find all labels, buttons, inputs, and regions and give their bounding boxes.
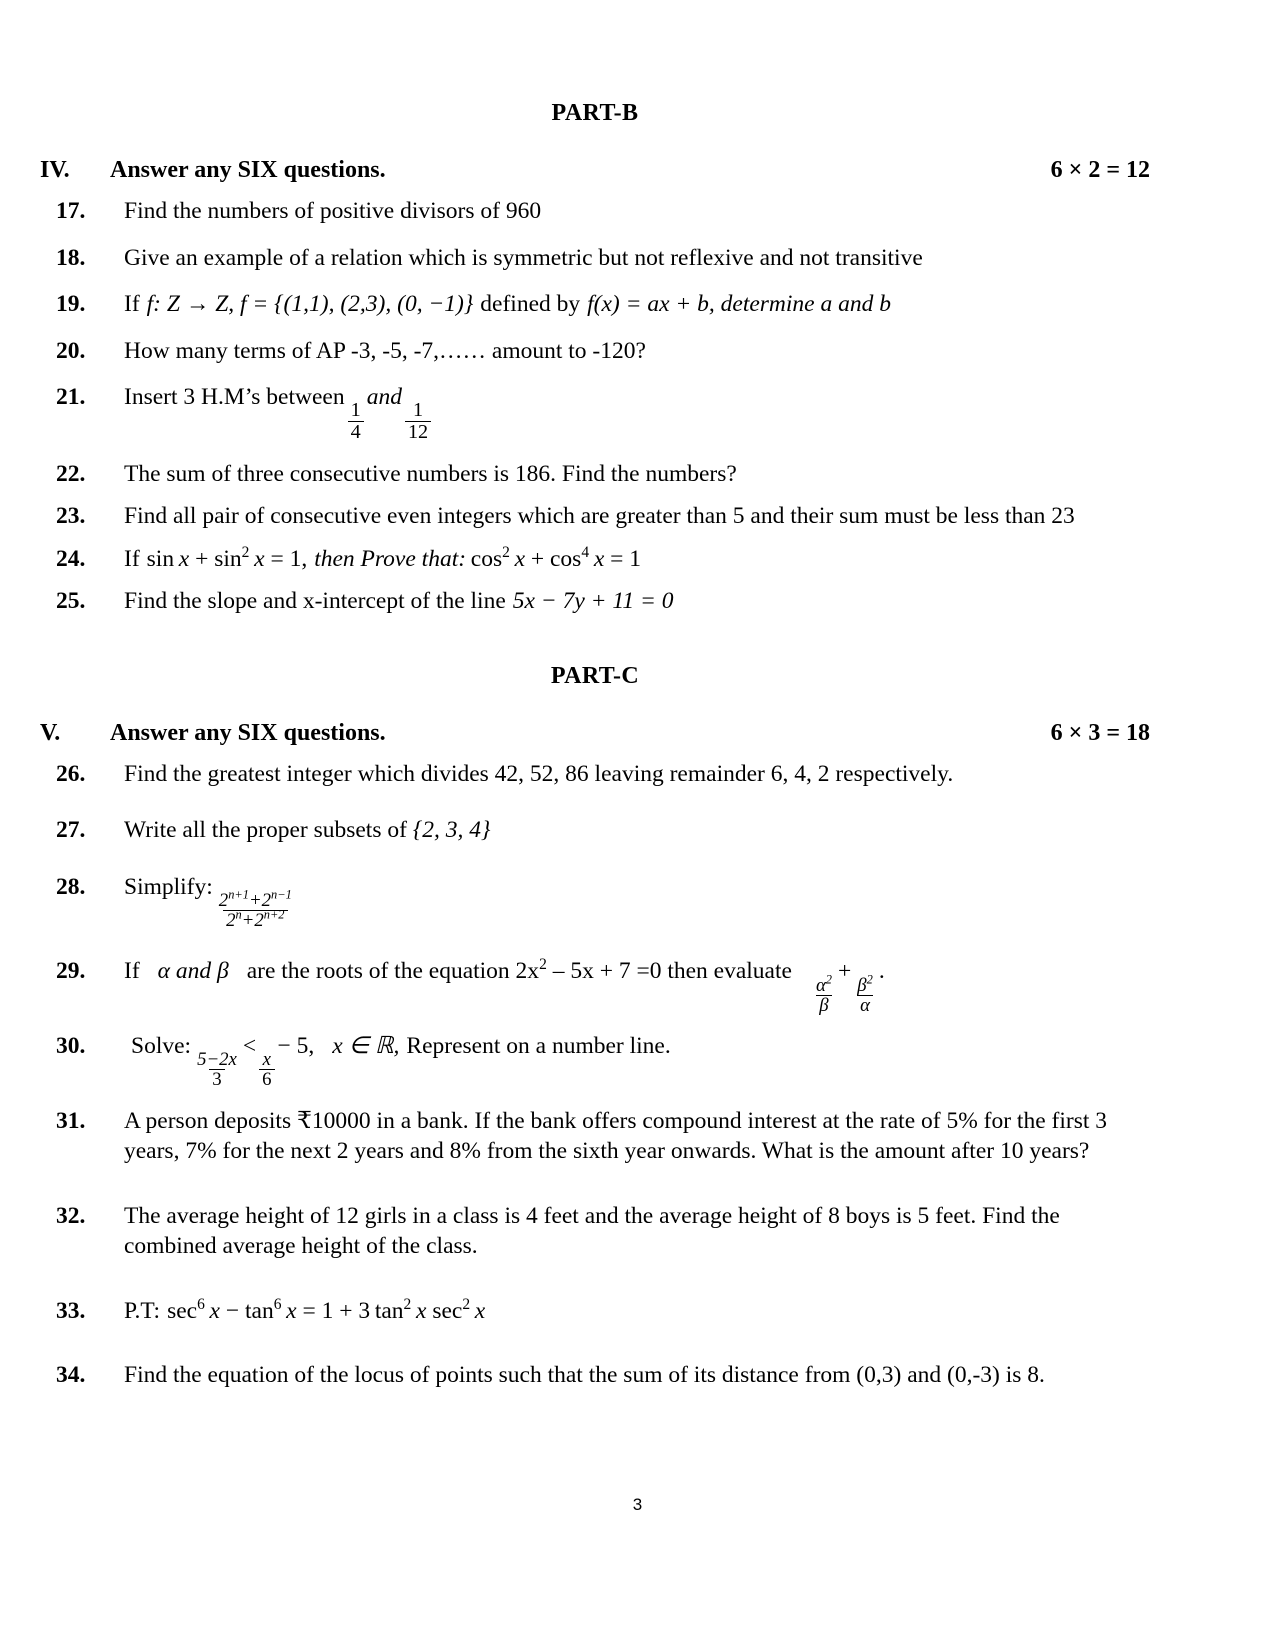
question-21-number: 21.	[56, 384, 86, 411]
q30-left-fraction: $\frac{5-2x}{3}$	[197, 1049, 237, 1091]
section-iv-roman: IV.	[40, 157, 70, 183]
question-20-text: How many terms of AP -3, -5, -7,…… amount to -120?	[124, 337, 646, 364]
q27-set: {2, 3, 4}	[412, 817, 491, 844]
question-20-number: 20.	[56, 337, 86, 364]
question-23	[40, 501, 1150, 532]
q30-domain: x ∈ ℝ,	[332, 1033, 400, 1059]
question-23-number: 23.	[56, 503, 86, 530]
question-29-text: If α and β are the roots of the equation $2x^2 - 5x + 7 =0$ then evaluate $\frac{\alpha^2}{\beta}$ + $\frac{\beta^2}{\alpha}$ .	[124, 956, 885, 1016]
question-28	[40, 872, 1150, 931]
q19-function: f(x) = ax + b, determine a and b	[587, 291, 891, 318]
section-v-roman: V.	[40, 719, 61, 746]
q25-equation: 5x − 7y + 11 = 0	[512, 588, 674, 615]
question-26-text: Find the greatest integer which divides 42, 52, 86 leaving remainder 6, 4, 2 respectively.	[124, 760, 954, 787]
q29-term-beta: $\frac{\beta^2}{\alpha}$	[857, 972, 873, 1016]
question-22	[40, 459, 1150, 490]
question-17-text: Find the numbers of positive divisors of 960	[124, 198, 542, 224]
question-32	[40, 1201, 1150, 1262]
question-30-number: 30.	[56, 1033, 86, 1059]
part-b-title: PART-B	[551, 100, 639, 126]
section-iv-header	[40, 157, 1150, 184]
question-22-text: The sum of three consecutive numbers is 186. Find the numbers?	[124, 460, 737, 487]
question-30	[40, 1031, 1150, 1090]
q21-fraction-one-fourth: $\frac{1}{4}$	[348, 400, 364, 442]
question-18-text: Give an example of a relation which is symmetric but not reflexive and not transitive	[124, 244, 923, 271]
q28-lead: Simplify:	[124, 873, 213, 900]
q29-term-alpha: $\frac{\alpha^2}{\beta}$	[815, 972, 832, 1016]
question-32-number: 32.	[56, 1202, 86, 1229]
q24-equation-2: $\cos^2 x + \cos^4 x = 1$	[466, 543, 642, 572]
question-33-number: 33.	[56, 1297, 86, 1324]
question-21	[40, 382, 1150, 442]
question-33	[40, 1296, 1150, 1327]
q30-right-fraction: $\frac{x}{6}$	[259, 1050, 274, 1089]
question-24-text	[124, 544, 1150, 575]
question-29-number: 29.	[56, 958, 86, 985]
question-18-number: 18.	[56, 244, 86, 271]
q30-tail: Represent on a number line.	[406, 1033, 671, 1059]
question-34	[40, 1360, 1150, 1391]
q33-lead: P.T:	[124, 1297, 161, 1324]
question-31-text: A person deposits ₹10000 in a bank. If the bank offers compound interest at the rate of 5% for the first 3 years, 7% for the next 2 years and 8% from the sixth year onwards. What is the amount after 10 years?	[124, 1107, 1107, 1165]
question-30-text: Solve: $\frac{5-2x}{3}$ < $\frac{x}{6}$ − 5, x ∈ ℝ, Represent on a number line.	[131, 1033, 671, 1091]
page-content	[40, 100, 1150, 1391]
question-28-text	[124, 872, 1150, 931]
part-c-title: PART-C	[550, 662, 640, 689]
q28-numerator: $2^{n+1}+2^{n-1}$	[218, 887, 292, 912]
question-17	[40, 196, 1150, 227]
section-iv-marks: 6 × 2 = 12	[1050, 157, 1150, 183]
q30-mid: − 5,	[277, 1033, 315, 1059]
q21-lead: Insert 3 H.M’s between	[124, 384, 345, 411]
question-27-text: Write all the proper subsets of {2, 3, 4}	[124, 817, 491, 844]
question-21-text	[124, 382, 1150, 442]
q29-lead: If	[124, 958, 140, 985]
question-26-number: 26.	[56, 760, 86, 787]
question-32-text: The average height of 12 girls in a class is 4 feet and the average height of 8 boys is 5 feet. Find the combined average height of the class.	[124, 1202, 1060, 1260]
page-number: 3	[632, 1495, 643, 1514]
q28-fraction	[216, 887, 295, 932]
section-v-marks: 6 × 3 = 18	[1050, 719, 1150, 746]
question-23-text: Find all pair of consecutive even integers which are greater than 5 and their sum must be less than 23	[124, 503, 1075, 530]
question-25	[40, 586, 1150, 617]
question-27	[40, 815, 1150, 846]
q24-lead: If	[124, 545, 140, 572]
q29-roots-vars: α and β	[157, 958, 229, 985]
section-iv-instruction: Answer any SIX questions.	[110, 157, 386, 183]
q30-lead: Solve:	[131, 1033, 192, 1059]
q19-mid: defined by	[480, 291, 581, 318]
question-28-number: 28.	[56, 873, 86, 900]
question-25-text	[124, 586, 1150, 617]
q29-period: .	[878, 958, 885, 985]
question-27-number: 27.	[56, 817, 86, 844]
q33-identity: $\sec^6 x - \tan^6 x = 1 + 3$ $\tan^2 x$ $\sec^2 x$	[167, 1295, 486, 1324]
question-26	[40, 759, 1150, 790]
question-22-number: 22.	[56, 460, 86, 487]
question-24	[40, 544, 1150, 575]
question-34-number: 34.	[56, 1362, 86, 1389]
section-v-header	[40, 720, 1150, 747]
question-18	[40, 243, 1150, 274]
question-19-text	[124, 289, 1150, 320]
question-33-text	[124, 1296, 1150, 1327]
section-v-instruction: Answer any SIX questions.	[110, 719, 386, 746]
question-29	[40, 956, 1150, 1015]
q29-mid: are the roots of the equation $2x^2 - 5x + 7 =0$ then evaluate	[246, 956, 792, 985]
question-25-number: 25.	[56, 588, 86, 615]
q28-denominator: $2^n+2^{n+2}$	[223, 910, 287, 930]
question-31-number: 31.	[56, 1107, 86, 1134]
q24-equation-1: $\sin x + \sin^2 x = 1$,	[146, 543, 308, 572]
q19-prefix: If	[124, 291, 140, 318]
q19-set: f: Z → Z, f = {(1,1), (2,3), (0, −1)}	[146, 291, 474, 318]
question-31	[40, 1106, 1150, 1167]
q24-then-prove: then Prove that:	[314, 545, 467, 572]
question-20	[40, 336, 1150, 367]
question-19	[40, 289, 1150, 320]
q21-and: and	[366, 384, 402, 411]
question-17-number: 17.	[56, 198, 86, 224]
q25-lead: Find the slope and x-intercept of the line	[124, 588, 506, 615]
question-24-number: 24.	[56, 545, 86, 572]
q21-fraction-one-twelfth: $\frac{1}{12}$	[405, 400, 431, 442]
question-19-number: 19.	[56, 291, 86, 318]
question-34-text: Find the equation of the locus of points such that the sum of its distance from (0,3) and (0,-3) is 8.	[124, 1362, 1045, 1389]
